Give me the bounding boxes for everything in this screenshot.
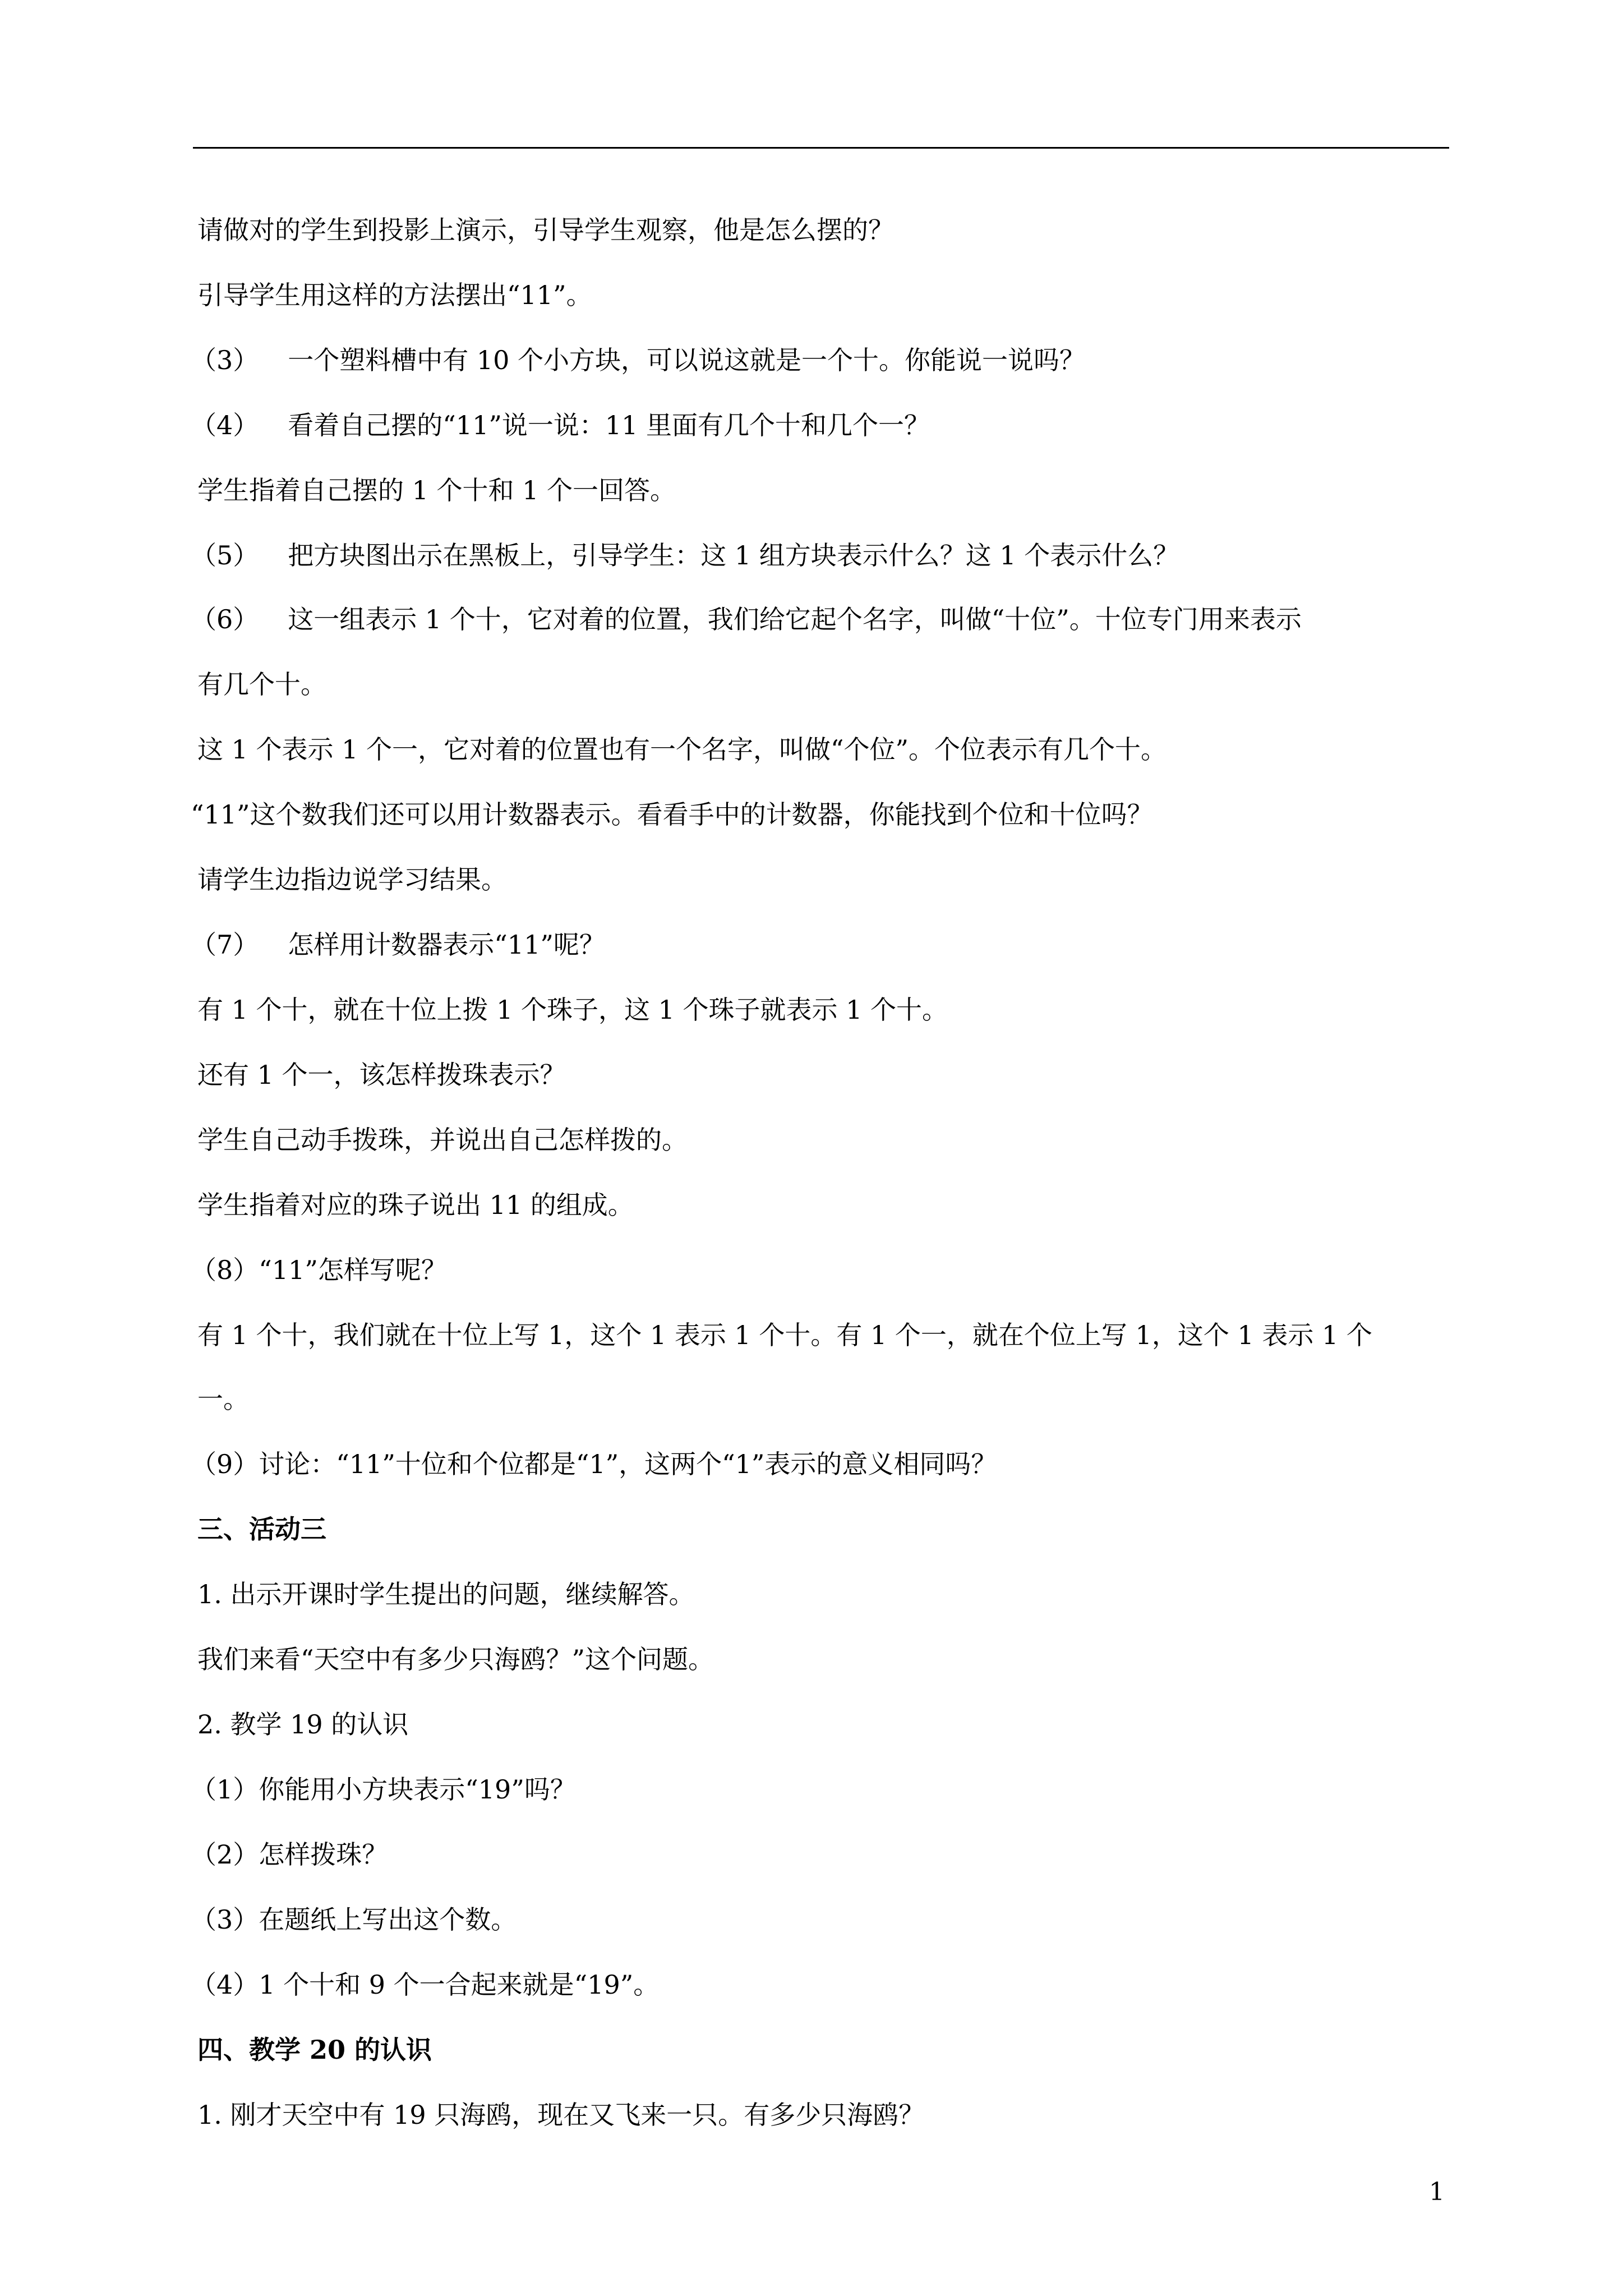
text-line: 我们来看“天空中有多少只海鸥？”这个问题。 [197,1644,714,1674]
item-number: （5） [191,540,259,570]
text-line: 学生自己动手拨珠，并说出自己怎样拨的。 [197,1125,688,1155]
section-heading: 四、教学 20 的认识 [197,2035,432,2065]
numbered-line: （5） 把方块图出示在黑板上，引导学生：这 1 组方块表示什么？这 1 个表示什么？ [191,539,1442,572]
text-line: 引导学生用这样的方法摆出“11”。 [197,280,592,310]
text-line: 1. 刚才天空中有 19 只海鸥，现在又飞来一只。有多少只海鸥？ [197,2100,925,2130]
item-number: （7） [191,930,259,960]
text-line: （9）讨论：“11”十位和个位都是“1”，这两个“1”表示的意义相同吗？ [191,1449,997,1479]
header-rule [193,147,1449,149]
text-line: （2）怎样拨珠？ [191,1839,388,1870]
text-line: 2. 教学 19 的认识 [197,1709,409,1740]
numbered-line: （4） 看着自己摆的“11”说一说：11 里面有几个十和几个一？ [191,408,1442,442]
item-number: （6） [191,604,259,634]
text-line: 有 1 个十，我们就在十位上写 1，这个 1 表示 1 个十。有 1 个一，就在个位上写 1，这个 1 表示 1 个 [197,1320,1372,1350]
text-line: 学生指着自己摆的 1 个十和 1 个一回答。 [197,475,676,505]
text-line: 这 1 个表示 1 个一，它对着的位置也有一个名字，叫做“个位”。个位表示有几个十。 [197,734,1167,765]
section-heading: 三、活动三 [197,1514,326,1544]
page-number: 1 [1429,2178,1445,2206]
text-line: （1）你能用小方块表示“19”吗？ [191,1774,576,1805]
text-line: （4）1 个十和 9 个一合起来就是“19”。 [191,1970,660,2000]
text-line: “11”这个数我们还可以用计数器表示。看看手中的计数器，你能找到个位和十位吗？ [191,799,1153,830]
item-number: （4） [191,410,259,440]
text-line: 1. 出示开课时学生提出的问题，继续解答。 [197,1579,695,1609]
text-line: （8）“11”怎样写呢？ [191,1255,447,1285]
text-line: 有几个十。 [197,669,326,700]
numbered-line: （7） 怎样用计数器表示“11”呢？ [191,928,1442,961]
text-line: 一。 [197,1384,249,1414]
text-line: 请做对的学生到投影上演示，引导学生观察，他是怎么摆的？ [197,215,894,245]
text-line: （3）在题纸上写出这个数。 [191,1904,517,1935]
numbered-line: （3） 一个塑料槽中有 10 个小方块，可以说这就是一个十。你能说一说吗？ [191,343,1442,377]
text-line: 有 1 个十，就在十位上拨 1 个珠子，这 1 个珠子就表示 1 个十。 [197,995,948,1025]
text-line: 学生指着对应的珠子说出 11 的组成。 [197,1190,634,1220]
text-line: 还有 1 个一，该怎样拨珠表示？ [197,1060,566,1090]
text-line: 请学生边指边说学习结果。 [197,864,507,895]
numbered-line: （6） 这一组表示 1 个十，它对着的位置，我们给它起个名字，叫做“十位”。十位专门用来表示 [191,602,1442,636]
item-number: （3） [191,345,259,375]
